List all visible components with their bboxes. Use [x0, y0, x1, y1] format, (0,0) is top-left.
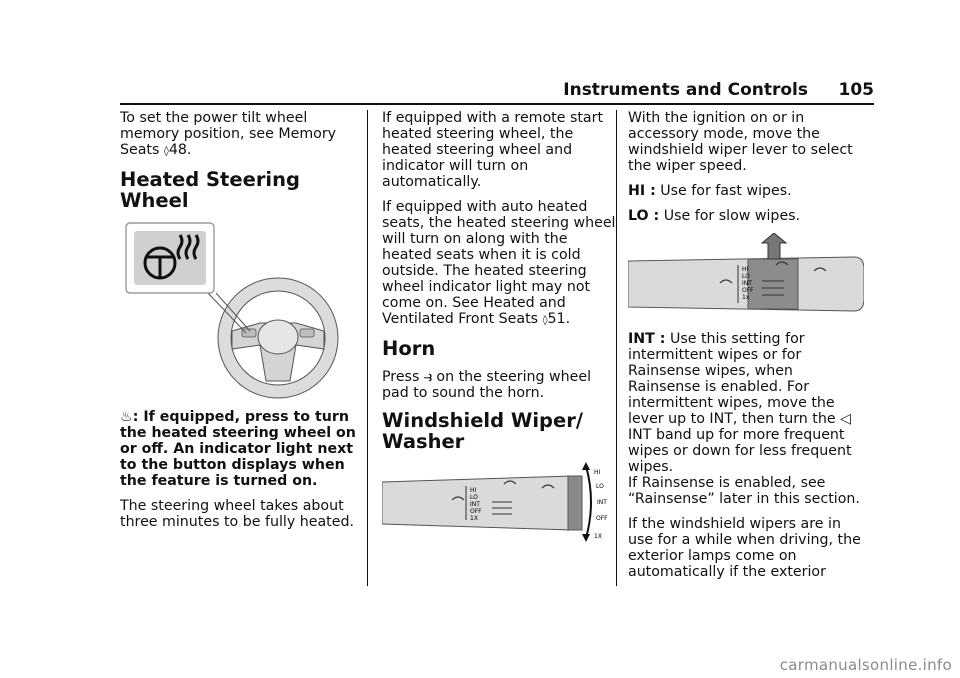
lo-paragraph: [628, 208, 864, 224]
stalk-label-hi: HI: [470, 487, 477, 494]
page-number: 105: [838, 80, 874, 100]
heated-wheel-figure: [120, 221, 356, 399]
horn-icon: ⥽: [423, 369, 432, 385]
int-text-b: INT band up for more frequent wipes or down for less frequent wipes.: [628, 427, 852, 475]
stalk2-label-lo: LO: [742, 273, 750, 280]
lamps-paragraph: If the windshield wipers are in use for a while when driving, the exterior lamps come on automatically if the exterior: [628, 516, 861, 580]
heated-wheel-icon: ♨: [120, 409, 133, 425]
stalk-label-int: INT: [470, 501, 480, 508]
wiper-heading: Windshield Wiper/ Washer: [382, 409, 583, 453]
heated-wheel-heading: Heated Steering Wheel: [120, 168, 300, 212]
stalk2-label-1x: 1x: [742, 294, 750, 301]
int-text-c: If Rainsense is enabled, see “Rainsense” later in this section.: [628, 475, 860, 507]
stalk-label-off: OFF: [470, 508, 482, 515]
stalk-callout-1x: 1X: [594, 533, 602, 540]
hi-text: Use for fast wipes.: [655, 183, 792, 199]
stalk-callout-lo: LO: [596, 483, 604, 490]
stalk2-label-int: INT: [742, 280, 752, 287]
stalk-callout-hi: HI: [594, 469, 601, 476]
horn-paragraph: [382, 369, 618, 401]
watermark: carmanualsonline.info: [779, 656, 952, 674]
column-2: [382, 110, 618, 562]
hi-paragraph: [628, 183, 864, 199]
stalk2-label-hi: HI: [742, 266, 749, 273]
header-rule: [120, 103, 874, 105]
column-divider: [367, 110, 368, 586]
stalk-label-lo: LO: [470, 494, 478, 501]
hi-label: HI :: [628, 183, 656, 199]
int-paragraph: [628, 331, 864, 507]
wiper-icon: ◁: [840, 411, 852, 427]
remote-start-paragraph: If equipped with a remote start heated steering wheel, the heated steering wheel and indicator will turn on automatically.: [382, 110, 604, 190]
memory-text: To set the power tilt wheel memory position, see Memory Seats: [120, 110, 337, 158]
xref-arrow-icon: ◊: [542, 315, 548, 326]
int-text-a: Use this setting for intermittent wipes or for Rainsense wipes, when Rainsense is enabled. For intermittent wipes, move the lever up to INT, then turn the: [628, 331, 841, 427]
column-3: [628, 110, 864, 589]
column-1: [120, 110, 356, 539]
wiper-stalk-figure-1: [382, 462, 618, 552]
button-paragraph: [120, 409, 356, 489]
section-title: Instruments and Controls: [563, 80, 808, 100]
xref-arrow-icon: ◊: [163, 146, 169, 157]
auto-heated-page-ref[interactable]: 51.: [547, 311, 571, 327]
time-paragraph: The steering wheel takes about three minutes to be fully heated.: [120, 498, 354, 530]
lo-label: LO :: [628, 208, 660, 224]
int-label: INT :: [628, 331, 666, 347]
horn-press-text: Press: [382, 369, 424, 385]
horn-heading: Horn: [382, 337, 436, 360]
horn-text: on the steering wheel pad to sound the horn.: [382, 369, 592, 401]
auto-heated-paragraph: [382, 199, 618, 329]
stalk2-label-off: OFF: [742, 287, 754, 294]
memory-paragraph: [120, 110, 356, 160]
stalk-callout-off: OFF: [596, 515, 608, 522]
lo-text: Use for slow wipes.: [659, 208, 801, 224]
memory-page-ref[interactable]: 48.: [168, 142, 192, 158]
rotate-up-arrow-icon: [762, 233, 786, 259]
stalk-label-1x: 1X: [470, 515, 478, 522]
page-header: [120, 80, 874, 104]
stalk-callout-int: INT: [597, 499, 607, 506]
wiper-stalk-figure-2: [628, 233, 864, 321]
ignition-paragraph: With the ignition on or in accessory mode, move the windshield wiper lever to select the wiper speed.: [628, 110, 853, 174]
auto-heated-text: If equipped with auto heated seats, the heated steering wheel will turn on along with the heated seats when it is cold outside. The heated steering wheel indicator light may not come on. See Heated and Ventilated Front Seats: [382, 199, 616, 327]
button-text: : If equipped, press to turn the heated steering wheel on or off. An indicator light next to the button displays when the feature is turned on.: [120, 409, 356, 489]
